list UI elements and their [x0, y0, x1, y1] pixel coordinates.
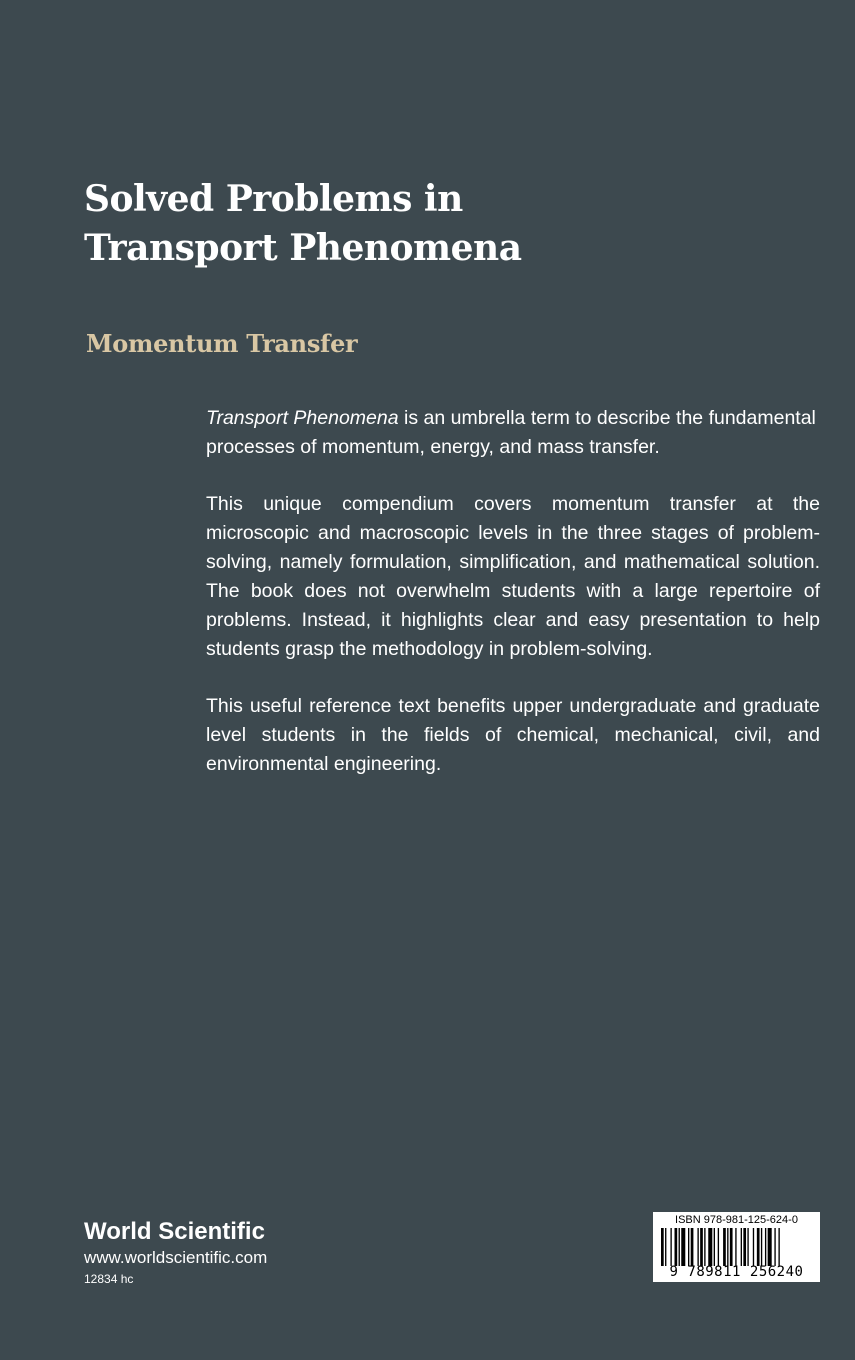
publisher-website: www.worldscientific.com	[84, 1248, 268, 1267]
blurb-paragraph-1	[206, 404, 820, 462]
blurb-paragraph-2: This unique compendium covers momentum transfer at the microscopic and macroscopic levels in the three stages of problem-solving, namely formulation, simplification, and mathematical solution. The book does not overwhelm students with a large repertoire of problems. Instead, it highlights clear and easy presentation to help students grasp the methodology in problem-solving.	[206, 493, 820, 660]
blurb-italic-term: Transport Phenomena	[206, 407, 399, 429]
isbn-label: ISBN 978-981-125-624-0	[675, 1214, 798, 1226]
blurb-paragraph-1-text: is an umbrella term to describe the fundamental processes of momentum, energy, and mass transfer.	[206, 407, 816, 458]
book-title: Solved Problems in Transport Phenomena	[84, 178, 522, 269]
publisher-name: World Scientific	[84, 1218, 265, 1245]
barcode-panel	[653, 1212, 820, 1282]
barcode-icon	[661, 1228, 812, 1266]
barcode-digits: 9 789811 256240	[669, 1264, 804, 1280]
book-subtitle: Momentum Transfer	[86, 329, 358, 358]
product-code: 12834 hc	[84, 1272, 134, 1286]
blurb-paragraph-3: This useful reference text benefits upper undergraduate and graduate level students in the fields of chemical, mechanical, civil, and environmental engineering.	[206, 695, 820, 775]
back-cover-blurb	[206, 404, 820, 807]
